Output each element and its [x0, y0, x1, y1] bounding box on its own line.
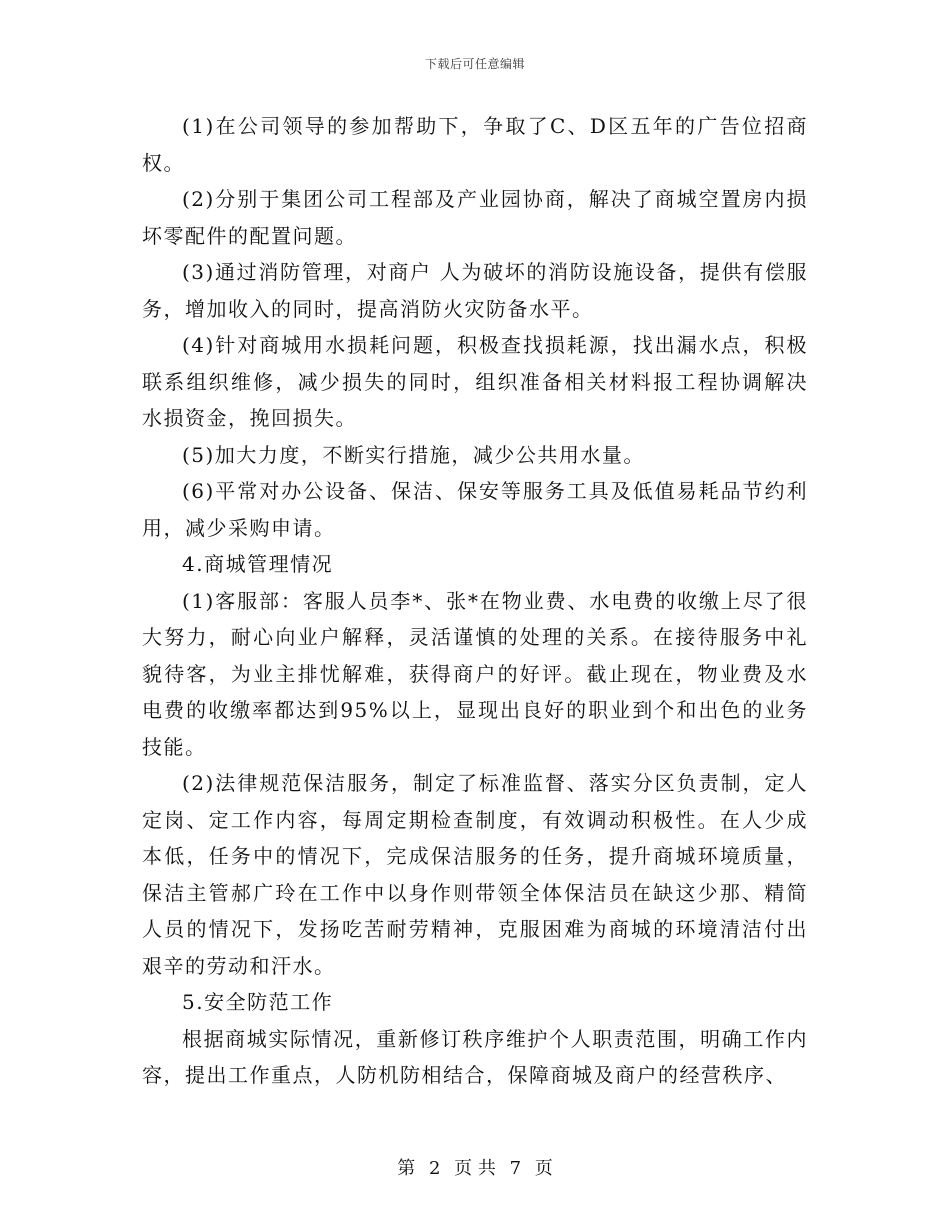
footer-prefix: 第	[397, 1158, 416, 1179]
paragraph-3: (3)通过消防管理，对商户 人为破坏的消防设施设备，提供有偿服务，增加收入的同时，提高消防火灾防备水平。	[142, 260, 808, 321]
section-heading-4: 4.商城管理情况	[182, 552, 334, 576]
footer-current-page: 2	[428, 1158, 441, 1179]
paragraph-5: (5)加大力度，不断实行措施，减少公共用水量。	[182, 442, 645, 467]
paragraph-4: (4)针对商城用水损耗问题，积极查找损耗源，找出漏水点，积极联系组织维修，减少损失的同时，组织准备相关材料报工程协调解决水损资金，挽回损失。	[142, 333, 808, 430]
section4-paragraph-2: (2)法律规范保洁服务，制定了标准监督、落实分区负责制，定人定岗、定工作内容，每周定期检查制度，有效调动积极性。在人少成本低，任务中的情况下，完成保洁服务的任务，提升商城环境质量，保洁主管郝广玲在工作中以身作则带领全体保洁员在缺这少那、精简人员的情况下，发扬吃苦耐劳精神，克服困难为商城的环境清洁付出艰辛的劳动和汗水。	[142, 771, 808, 978]
section4-paragraph-1: (1)客服部：客服人员李*、张*在物业费、水电费的收缴上尽了很大努力，耐心向业户解释，灵活谨慎的处理的关系。在接待服务中礼貌待客，为业主排忧解难，获得商户的好评。截止现在，物业费及水电费的收缴率都达到95%以上，显现出良好的职业到个和出色的业务技能。	[142, 588, 808, 759]
paragraph-1: (1)在公司领导的参加帮助下，争取了C、D区五年的广告位招商权。	[142, 114, 808, 175]
footer-middle: 页 共	[454, 1158, 496, 1179]
document-body	[142, 108, 808, 1094]
page-footer	[0, 1154, 950, 1180]
section-heading-5: 5.安全防范工作	[182, 990, 334, 1014]
page-header: 下载后可任意编辑	[424, 57, 525, 71]
paragraph-2: (2)分别于集团公司工程部及产业园协商，解决了商城空置房内损坏零配件的配置问题。	[142, 187, 808, 248]
section5-paragraph-1: 根据商城实际情况，重新修订秩序维护个人职责范围，明确工作内容，提出工作重点，人防机防相结合，保障商城及商户的经营秩序、	[142, 1026, 808, 1087]
footer-suffix: 页	[534, 1158, 553, 1179]
footer-total-pages: 7	[509, 1158, 522, 1179]
paragraph-6: (6)平常对办公设备、保洁、保安等服务工具及低值易耗品节约利用，减少采购申请。	[142, 479, 808, 540]
